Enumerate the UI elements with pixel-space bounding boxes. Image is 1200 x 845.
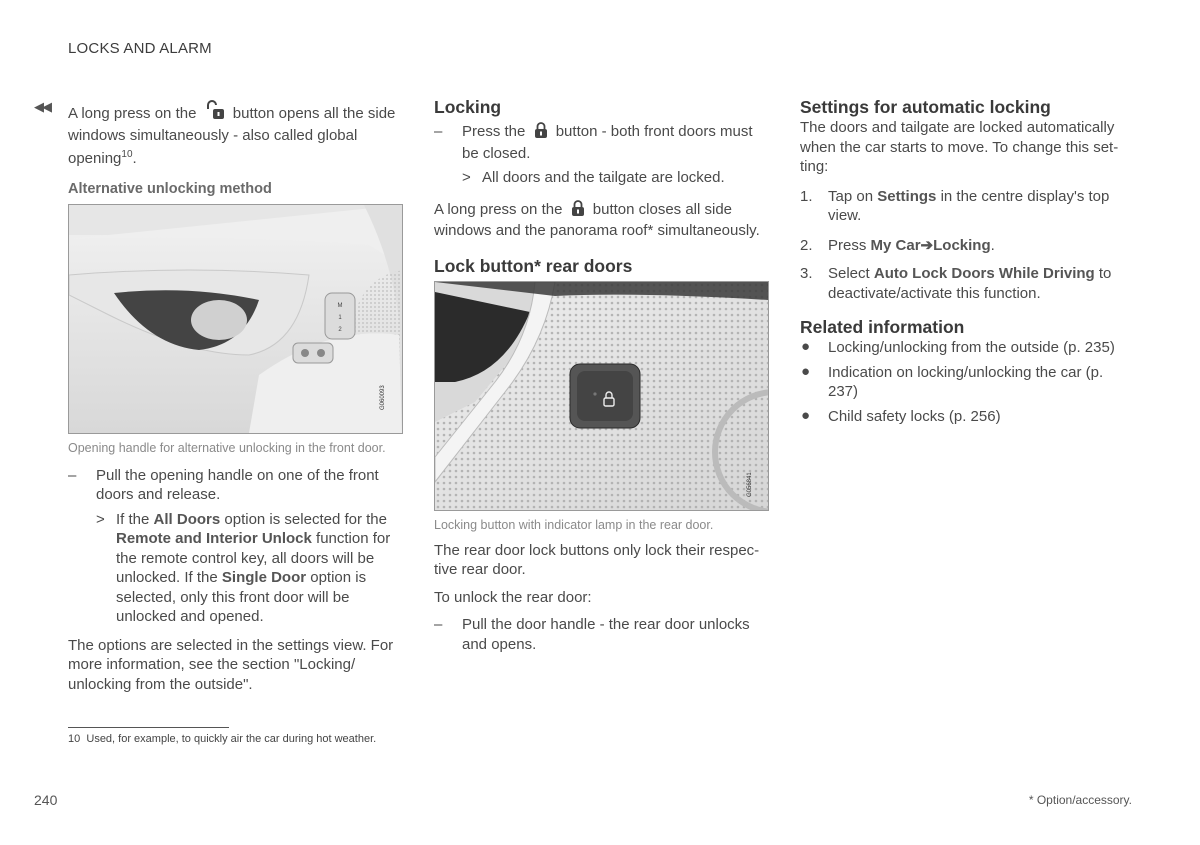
step-press-lock: – Press the button - both front doors must be closed. — [434, 123, 753, 162]
result-unlock-options: > If the All Doors option is selected for the Remote and Interior Unlock function for the remote control key, all doors will be unlocked. If the Single Door option is selected, only this front door will be unlocked and opened. — [96, 510, 391, 625]
unlock-intro: To unlock the rear door: — [434, 588, 592, 606]
long-press-paragraph: A long press on the button closes all side windows and the panorama roof* simultaneously. — [434, 200, 760, 239]
rear-door-paragraph: The rear door lock buttons only lock their respec- tive rear door. — [434, 541, 760, 578]
locking-heading: Locking — [434, 97, 502, 117]
footnote-ref[interactable]: 10 — [121, 149, 133, 160]
related-link-1[interactable]: ● Locking/unlocking from the outside (p. 235) — [801, 338, 1115, 356]
alt-unlocking-heading: Alternative unlocking method — [68, 180, 272, 197]
remote-interior-unlock: Remote and Interior Unlock — [116, 530, 312, 547]
related-link-3[interactable]: ● Child safety locks (p. 256) — [801, 406, 1001, 425]
figure-code: G060093 — [380, 384, 386, 410]
continued-from-previous-icon: ◀◀ — [34, 99, 50, 114]
related-link-2[interactable]: ● Indication on locking/unlocking the car (p. 237) — [801, 362, 1104, 400]
seat-memory-m: M — [337, 302, 343, 309]
rear-lock-heading: Lock button* rear doors — [434, 255, 633, 276]
intro-text-post: button opens all the side windows simultaneously - also called global opening — [68, 105, 396, 167]
all-doors-option: All Doors — [153, 510, 221, 528]
footnote: 10 Used, for example, to quickly air the car during hot weather. — [68, 733, 377, 745]
step-pull-handle: – Pull the opening handle on one of the front doors and release. — [68, 466, 379, 503]
settings-step-1: 1. Tap on Settings in the centre display's top view. — [800, 187, 1110, 224]
unlock-icon — [205, 100, 225, 126]
result-all-locked: > All doors and the tailgate are locked. — [462, 169, 725, 186]
settings-menu-ref: Settings — [877, 187, 937, 205]
bullet-icon: ● — [801, 362, 811, 380]
related-info-heading: Related information — [800, 317, 965, 337]
section-header: LOCKS AND ALARM — [68, 40, 212, 57]
option-accessory-note: * Option/accessory. — [1028, 793, 1132, 807]
bullet-icon: ● — [801, 406, 811, 424]
page-number: 240 — [34, 792, 58, 808]
door-handle-figure — [68, 204, 403, 434]
footnote-divider — [68, 727, 229, 728]
lock-icon — [534, 122, 548, 144]
figure-code: G056841 — [747, 471, 753, 497]
settings-step-2: 2. Press My Car➔Locking. — [800, 236, 995, 254]
door-handle-illustration — [69, 205, 402, 433]
auto-lock-option-ref: Auto Lock Doors While Driving — [873, 265, 1095, 282]
bullet-icon: ● — [801, 338, 811, 355]
my-car-menu-ref: My Car — [870, 236, 921, 254]
lock-icon — [571, 200, 585, 222]
intro-paragraph: A long press on the button opens all the side windows simultaneously - also called global opening$^{10}$. — [68, 100, 403, 169]
intro-text-pre: A long press on the — [68, 105, 197, 122]
auto-locking-heading: Settings for automatic locking — [800, 97, 1051, 117]
step-pull-rear-handle: – Pull the door handle - the rear door unlocks and opens. — [434, 616, 750, 653]
settings-step-3: 3. Select Auto Lock Doors While Driving to deactivate/activate this function. — [800, 265, 1112, 302]
figure-2-caption: Locking button with indicator lamp in the rear door. — [434, 517, 714, 532]
rear-lock-illustration — [435, 282, 768, 510]
seat-memory-2: 2 — [338, 326, 342, 333]
seat-memory-1: 1 — [338, 314, 342, 321]
column-2 — [434, 96, 769, 654]
single-door-option: Single Door — [221, 569, 307, 586]
auto-locking-text: The doors and tailgate are locked automatically when the car starts to move. To change this set- ting: — [800, 119, 1119, 175]
figure-1-caption: Opening handle for alternative unlocking in the front door. — [68, 440, 386, 455]
column-3 — [800, 96, 1135, 426]
arrow-right-icon: ➔ — [920, 236, 934, 254]
locking-menu-ref: Locking — [933, 236, 991, 254]
rear-lock-figure — [434, 281, 769, 511]
column-1 — [68, 100, 403, 694]
closing-paragraph: The options are selected in the settings view. For more information, see the section "Locking/ unlocking from the outside". — [68, 636, 394, 693]
